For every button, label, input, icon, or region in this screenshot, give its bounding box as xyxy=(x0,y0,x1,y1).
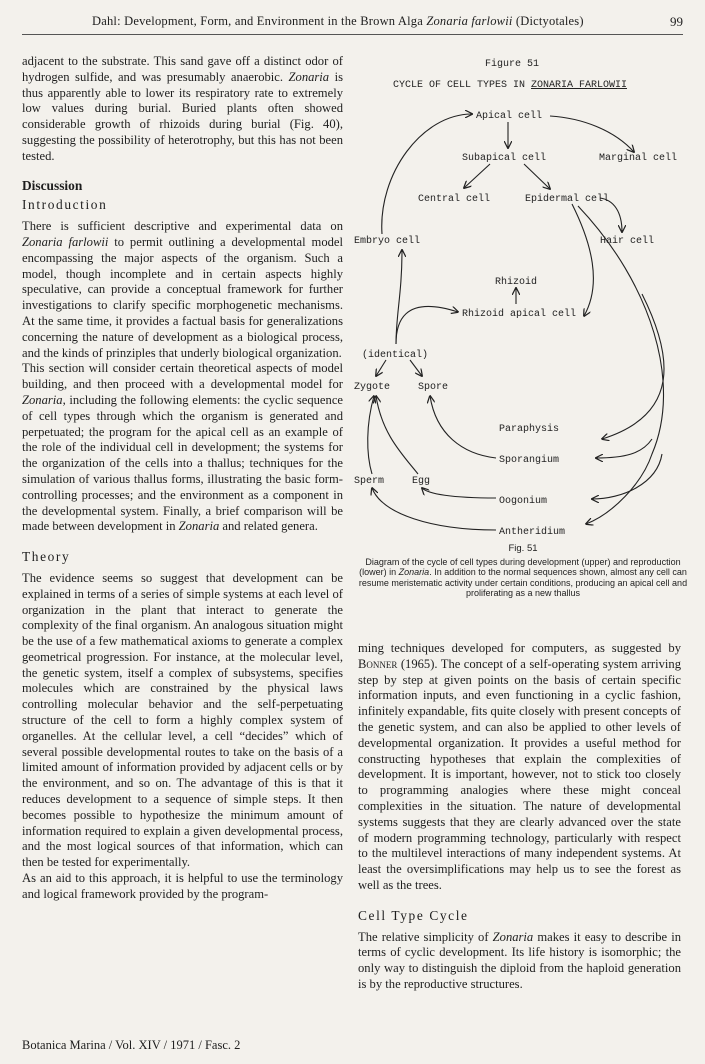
running-title: Dahl: Development, Form, and Environment in the Brown Alga Zonaria farlowii (Dictyotales) xyxy=(92,14,584,28)
header-rule xyxy=(22,34,683,35)
arrow-identical-to-spore xyxy=(410,360,422,376)
node-apical-cell: Apical cell xyxy=(476,111,543,122)
paragraph: This section will consider certain theoretical aspects of model building, and then proceed with a developmental model for Zonaria, including the following elements: the cyclic sequence of cell types through which the organism is generated and perpetuated; the program for the apical cell as an example of the role of the individual cell in development; the systems for the organization of the cells into a thallus; techniques for the simulation of various thallus forms, illustrating the basic form-controlling processes; and the environment as a component in the developmental system. Finally, a brief comparison will be made between development in Zonaria and related genera. xyxy=(22,361,343,534)
node-sperm: Sperm xyxy=(354,476,385,487)
node-hair-cell: Hair cell xyxy=(600,236,655,247)
node-marginal-cell: Marginal cell xyxy=(599,153,678,164)
paragraph: adjacent to the substrate. This sand gave off a distinct odor of hydrogen sulfide, and was presumably anaerobic. Zonaria is thus apparently able to lower its respiratory rate to extremely low values during burial. Buried plants often showed considerable growth of rhizoids during burial (Fig. 40), suggesting the possibility of heterotrophy, but this has not been tested. xyxy=(22,54,343,163)
arrow-egg-to-zygote xyxy=(376,396,418,474)
node-paraphysis: Paraphysis xyxy=(499,424,560,435)
node-subapical-cell: Subapical cell xyxy=(462,153,547,164)
node-epidermal-cell: Epidermal cell xyxy=(525,194,610,205)
arrow-sperm-to-zygote xyxy=(368,396,374,474)
figure-label: Figure 51 xyxy=(484,59,540,70)
arrow-apical-to-marginal xyxy=(550,116,634,152)
node-rhizoid-apical-cell: Rhizoid apical cell xyxy=(462,309,577,320)
running-header xyxy=(0,10,705,34)
node-rhizoid: Rhizoid xyxy=(495,277,538,288)
arrow-subapical-to-epidermal xyxy=(524,164,550,189)
subsection-heading-introduction: Introduction xyxy=(22,197,108,213)
paragraph: As an aid to this approach, it is helpful to use the terminology and logical framework provided by the program- xyxy=(22,871,343,901)
paragraph: The evidence seems so suggest that development can be explained in terms of a series of simple systems at each level of organization in the plant that interact to generate the complexity of the final organism. An analogous situation might be the use of a few mathematical axioms to generate a complex geometrical progression. For instance, at the molecular level, the genetic system, itself a complex of subsystems, specifies molecules which are constrained by the physical laws controlling molecular behavior and the self-perpetuating structure of the cell to form a highly complex system of organelles. At the cellular level, a cell “decides” which of several possible developmental routes to take on the basis of a limited amount of information provided by adjacent cells or by the environment, and so on. The advantage of this is that it reduces development to a sequence of simple steps. It then becomes possible to hypothesize the minimum amount of information required to explain a given developmental process, and the most logical sources of that information, which can then be tested for experimentally. xyxy=(22,570,343,870)
arrow-to-oogonium xyxy=(592,454,662,499)
node-oogonium: Oogonium xyxy=(499,496,548,507)
figure-title: CYCLE OF CELL TYPES IN ZONARIA FARLOWII xyxy=(392,80,628,91)
arrow-sporangium-to-spore xyxy=(430,396,496,458)
arrow-identical-to-zygote xyxy=(376,360,386,376)
paragraph: ming techniques developed for computers, as suggested by Bonner (1965). The concept of a self-operating system arriving step by step at given points on the basis of certain specific information inputs, and even functioning in a cyclic fashion, infinitely expandable, fits quite closely with present concepts of the genetic system, and can also be applied to other levels of developmental organization. It provides a useful method for constructing hypotheses that explain the complexities of development. It is important, however, not to stick too closely to programming analogies where these might conceal complexities in the situation. The nature of developmental systems suggests that they are clearly advanced over the state of modern programming technology, particularly with respect to the multilevel interactions of many independent systems. At least the oversimplifications may help us to see the forest as well as the trees. xyxy=(358,641,681,892)
subsection-heading-theory: Theory xyxy=(22,549,71,565)
right-column xyxy=(358,641,681,993)
node-antheridium: Antheridium xyxy=(499,527,566,538)
node-zygote: Zygote xyxy=(354,382,391,393)
arrow-antheridium-to-sperm xyxy=(372,488,496,530)
subsection-heading-cell-type-cycle: Cell Type Cycle xyxy=(358,907,469,923)
page-number: 99 xyxy=(670,14,683,29)
arrow-to-sporangium xyxy=(596,439,652,458)
arrow-identical-to-embryo xyxy=(396,250,402,344)
figure-caption: Fig. 51 Diagram of the cycle of cell types during development (upper) and reproduction (lower) in Zonaria. In addition to the normal sequences shown, almost any cell can resume meristematic activity under certain conditions, producing an apical cell and proliferating as a new thallus xyxy=(356,544,690,599)
node-sporangium: Sporangium xyxy=(499,455,560,466)
paragraph: There is sufficient descriptive and experimental data on Zonaria farlowii to permit outlining a developmental model encompassing the major aspects of the organism. Such a model, though incomplete and in certain aspects highly speculative, can provide a conceptual framework for further investigations to clarify specific morphogenetic mechanisms. At the same time, it provides a factual basis for generalizations concerning the nature of development as a biological process, and the kinds of prinziples that underly biological organization. xyxy=(22,219,343,360)
node-spore: Spore xyxy=(418,382,449,393)
node-egg: Egg xyxy=(412,476,431,487)
arrow-identical-to-rhizoid-apical xyxy=(396,306,458,344)
arrow-oogonium-to-egg xyxy=(422,488,496,498)
caption-label: Fig. 51 xyxy=(508,543,538,554)
arrow-subapical-to-central xyxy=(464,164,490,188)
node-identical: (identical) xyxy=(362,350,429,361)
footer-citation: Botanica Marina / Vol. XIV / 1971 / Fasc. 2 xyxy=(22,1038,241,1052)
left-column xyxy=(22,54,343,903)
figure-51 xyxy=(352,54,692,620)
arrow-to-paraphysis xyxy=(602,294,664,439)
paragraph: The relative simplicity of Zonaria makes it easy to describe in terms of cyclic development. Its life history is isomorphic; the only way to distinguish the diploid from the haploid generation is by the reproductive structures. xyxy=(358,929,681,991)
section-heading-discussion: Discussion xyxy=(22,177,83,193)
node-central-cell: Central cell xyxy=(418,194,491,205)
arrow-epidermal-to-rhizoid-apical xyxy=(572,204,593,316)
node-embryo-cell: Embryo cell xyxy=(354,236,421,247)
arrow-embryo-to-apical xyxy=(382,114,472,234)
cell-cycle-diagram xyxy=(352,54,692,544)
